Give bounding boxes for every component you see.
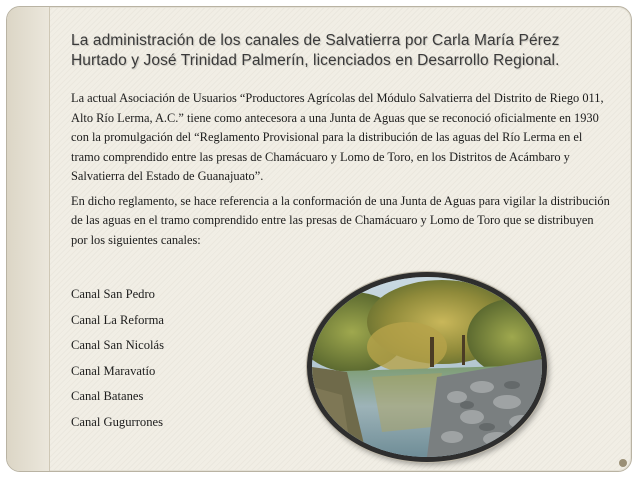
list-item: Canal La Reforma xyxy=(71,312,165,327)
list-item: Canal San Pedro xyxy=(71,287,155,301)
slide-left-band xyxy=(7,7,50,471)
list-item: Canal Gugurrones xyxy=(71,414,163,429)
slide-body xyxy=(71,89,611,255)
slide-frame xyxy=(6,6,632,472)
river-photo xyxy=(307,272,547,462)
canal-list xyxy=(71,282,164,435)
list-item: Canal Batanes xyxy=(71,389,144,403)
corner-decoration xyxy=(619,459,627,467)
slide-title-line1: La administración de los canales de Salvatierra por Carla María Pérez xyxy=(71,32,560,49)
list-item: Canal Maravatío xyxy=(71,363,156,378)
paragraph-regulation: En dicho reglamento, se hace referencia a la conformación de una Junta de Aguas para vigilar la distribución de las aguas en el tramo comprendido entre las presas de Chamácuaro y Lomo de Toro que se distribuyen por los siguientes canales: xyxy=(71,193,610,247)
slide-title-line2: Hurtado y José Trinidad Palmerín, licenciados en Desarrollo Regional. xyxy=(71,52,560,69)
slide-title xyxy=(71,31,621,71)
river-photo-illustration xyxy=(312,277,542,457)
paragraph-history: La actual Asociación de Usuarios “Productores Agrícolas del Módulo Salvatierra del Distrito de Riego 011, Alto Río Lerma, A.C.” tiene como antecesora a una Junta de Aguas que se reconoció oficialmente en 1930 con la promulgación del “Reglamento Provisional para la distribución de las aguas del Río Lerma en el tramo comprendido entre las presas de Chamácuaro y Lomo de Toro, en los Distritos de Acámbaro y Salvatierra del Estado de Guanajuato”. xyxy=(71,91,604,183)
list-item: Canal San Nicolás xyxy=(71,338,165,352)
